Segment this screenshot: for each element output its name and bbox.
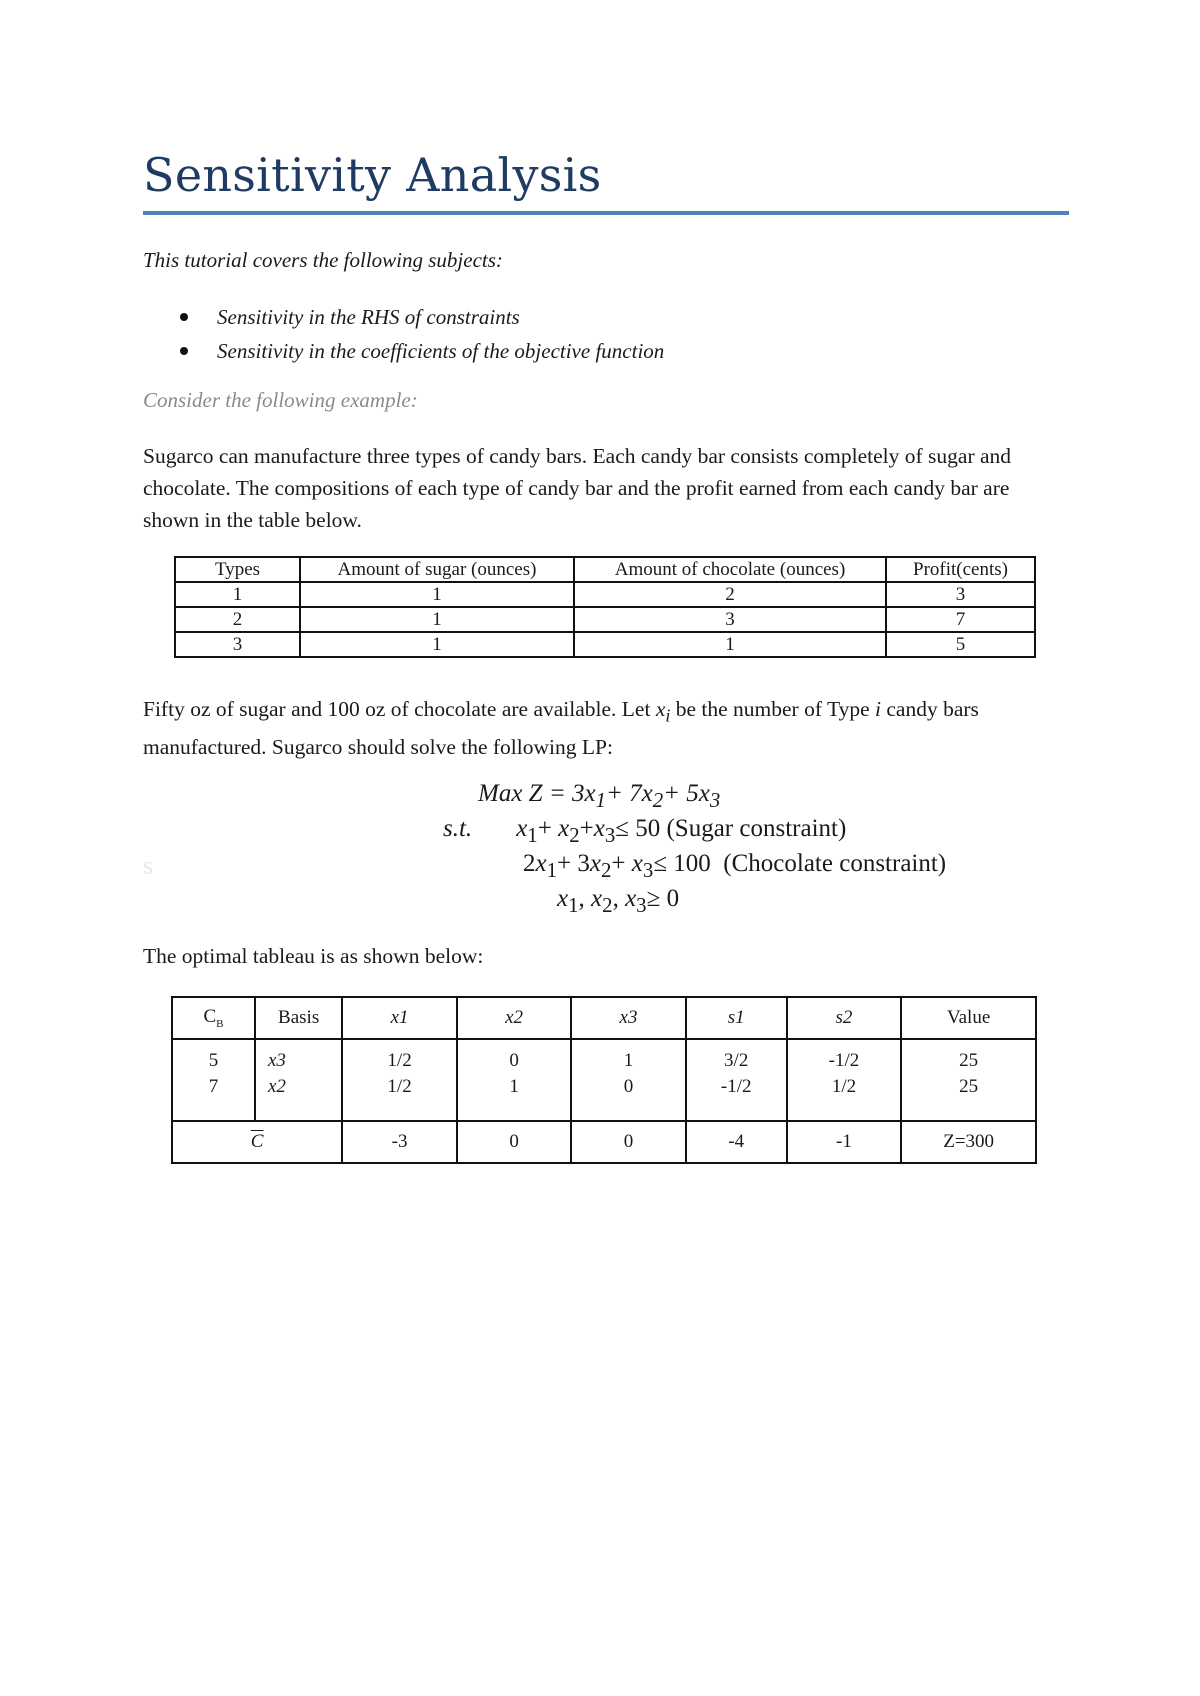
optimal-tableau: [171, 996, 1037, 1164]
chocolate-constraint: $2x_1+ 3x_2+ x_3\le 100$ (Chocolate constraint): [523, 850, 947, 882]
bullet-icon: [180, 347, 188, 355]
table-cell: 3: [886, 582, 1035, 607]
bullet-icon: [180, 313, 188, 321]
table-cell: 5: [886, 632, 1035, 657]
header-cell: Basis: [255, 997, 342, 1039]
nonnegativity-constraint: $x_1$, $x_2$, $x_3\ge 0$: [557, 885, 680, 917]
consider-heading: Consider the following example:: [143, 388, 418, 412]
tableau-intro: The optimal tableau is as shown below:: [143, 944, 484, 968]
table-cell: 1: [574, 632, 886, 657]
table-cell: 5 7: [172, 1039, 255, 1121]
header-cell: x2: [457, 997, 571, 1039]
table-cell: 25 25: [901, 1039, 1036, 1121]
header-cell: Value: [901, 997, 1036, 1039]
list-item: Sensitivity in the coefficients of the objective function: [143, 334, 664, 368]
table-cell: 2: [175, 607, 300, 632]
table-cell: x3 x2: [255, 1039, 342, 1121]
table-cell: 2: [574, 582, 886, 607]
header-cell: Profit(cents): [886, 557, 1035, 582]
problem-paragraph: Sugarco can manufacture three types of candy bars. Each candy bar consists completely of sugar and chocolate. The compositions of each type of candy bar and the profit earned from each candy bar are shown in the table below.: [143, 444, 1012, 532]
table-cell: 0: [457, 1121, 571, 1163]
header-cell: Amount of sugar (ounces): [300, 557, 574, 582]
title-underline: [143, 211, 1069, 215]
table-cell: 7: [886, 607, 1035, 632]
table-cell: 3: [574, 607, 886, 632]
sugar-constraint: s.t. $x_1+ x_2+x_3\le 50$ (Sugar constraint): [443, 815, 847, 847]
table-header-row: [175, 557, 1035, 582]
header-cell: x3: [571, 997, 685, 1039]
header-cell: $C_B$: [172, 997, 255, 1039]
header-cell: Amount of chocolate (ounces): [574, 557, 886, 582]
faint-mark: S: [143, 858, 154, 878]
table-cell: 1: [300, 632, 574, 657]
page-title: Sensitivity Analysis: [143, 148, 602, 202]
table-cell: 0 1: [457, 1039, 571, 1121]
table-header-row: [172, 997, 1036, 1039]
table-row: [172, 1039, 1036, 1121]
table-row: [175, 607, 1035, 632]
table-cell: Z=300: [901, 1121, 1036, 1163]
header-cell: x1: [342, 997, 457, 1039]
table-cell: -3: [342, 1121, 457, 1163]
table-cell: 3/2 -1/2: [686, 1039, 787, 1121]
table-cell: 1: [300, 607, 574, 632]
table-cell: $\overline{C}$: [172, 1121, 342, 1163]
table-cell: 1: [175, 582, 300, 607]
table-cell: -4: [686, 1121, 787, 1163]
candy-composition-table: [174, 556, 1036, 658]
table-row: [175, 582, 1035, 607]
intro-text: This tutorial covers the following subjects:: [143, 248, 503, 272]
header-cell: Types: [175, 557, 300, 582]
table-cell: 1 0: [571, 1039, 685, 1121]
objective-function: Max $Z = 3x_1+ 7x_2+ 5x_3$: [478, 780, 721, 812]
table-row: [175, 632, 1035, 657]
table-cell: 1: [300, 582, 574, 607]
lp-intro-paragraph: Fifty oz of sugar and 100 oz of chocolate are available. Let $x_i$ be the number of Type i candy bars manufactured. Sugarco should solve the following LP:: [143, 697, 979, 760]
table-cell: -1/2 1/2: [787, 1039, 902, 1121]
table-cell: 1/2 1/2: [342, 1039, 457, 1121]
header-cell: s2: [787, 997, 902, 1039]
subject-list: [143, 300, 664, 368]
reduced-cost-row: [172, 1121, 1036, 1163]
table-cell: 0: [571, 1121, 685, 1163]
table-cell: -1: [787, 1121, 902, 1163]
list-item: Sensitivity in the RHS of constraints: [143, 300, 664, 334]
header-cell: s1: [686, 997, 787, 1039]
table-cell: 3: [175, 632, 300, 657]
